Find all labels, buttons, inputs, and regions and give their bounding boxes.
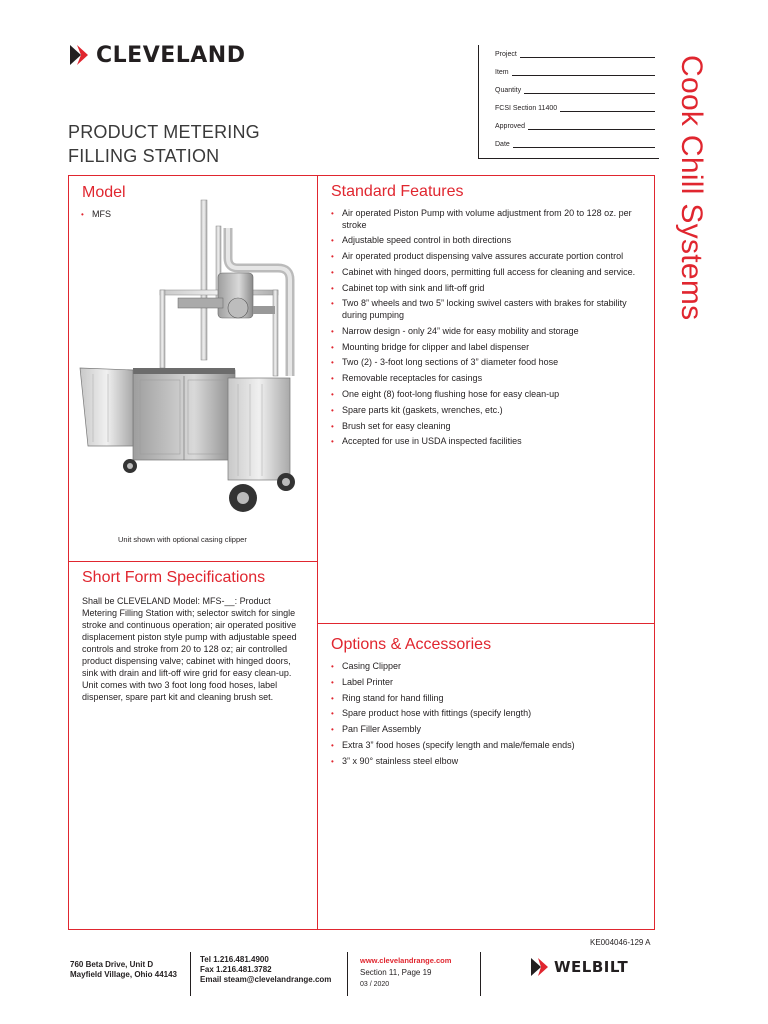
list-item: • Spare parts kit (gaskets, wrenches, etc.): [330, 405, 650, 417]
footer-email-link[interactable]: Email steam@clevelandrange.com: [200, 975, 332, 984]
footer-publication: www.clevelandrange.com Section 11, Page 19 03 / 2020: [360, 956, 452, 988]
footer-contact: Tel 1.216.481.4900 Fax 1.216.481.3782 Email steam@clevelandrange.com: [200, 955, 332, 984]
list-item: • Casing Clipper: [330, 661, 650, 673]
parent-brand: WELBILT: [554, 958, 629, 976]
info-field-quantity[interactable]: Quantity: [495, 86, 655, 94]
list-item: • One eight (8) foot-long flushing hose for easy clean-up: [330, 389, 650, 401]
frame-bottom: [68, 929, 655, 930]
website-link[interactable]: www.clevelandrange.com: [360, 956, 452, 965]
list-item: • MFS: [80, 209, 300, 221]
page-title: PRODUCT METERING FILLING STATION: [68, 122, 260, 166]
short-form-text: Shall be CLEVELAND Model: MFS-__: Product Metering Filling Station with; selector switch for single stroke and continuous operation; air operated positive displacement piston style pump with adjustable speed controls and stroke from 20 to 128 oz; air controlled product dispensing valve; cabinet with hinged doors, sink with drain and lift-off wire grid for easy clean-up. Unit comes with two 3 foot long food hoses, label dispenser, spare part kit and cleaning brush set.: [82, 596, 297, 702]
list-item: • Air operated product dispensing valve assures accurate portion control: [330, 251, 650, 263]
document-code: KE004046-129 A: [590, 938, 651, 947]
model-heading: Model: [82, 184, 126, 201]
product-image: [78, 198, 303, 520]
cleveland-logo: [68, 42, 245, 68]
standard-features-heading: Standard Features: [331, 183, 464, 200]
list-item: • Adjustable speed control in both directions: [330, 235, 650, 247]
info-field-project[interactable]: Project: [495, 50, 655, 58]
list-item: • Pan Filler Assembly: [330, 724, 650, 736]
info-field-approved[interactable]: Approved: [495, 122, 655, 130]
info-field-item[interactable]: Item: [495, 68, 655, 76]
list-item: • Narrow design - only 24” wide for easy mobility and storage: [330, 326, 650, 338]
list-item: • Mounting bridge for clipper and label dispenser: [330, 342, 650, 354]
info-field-date[interactable]: Date: [495, 140, 655, 148]
list-item: • Two (2) - 3-foot long sections of 3” diameter food hose: [330, 357, 650, 369]
vertical-title: Cook Chill Systems: [675, 55, 708, 321]
list-item: • Air operated Piston Pump with volume adjustment from 20 to 128 oz. per stroke: [330, 208, 650, 231]
list-item: • Spare product hose with fittings (specify length): [330, 708, 650, 720]
footer-address: 760 Beta Drive, Unit D Mayfield Village, Ohio 44143: [70, 960, 178, 979]
footer-divider: [480, 952, 481, 996]
frame-top: [68, 175, 655, 176]
frame-left-divider: [68, 561, 318, 562]
welbilt-mark-icon: [530, 956, 550, 978]
welbilt-logo: [530, 956, 628, 978]
footer-divider: [190, 952, 191, 996]
list-item: • Cabinet with hinged doors, permitting full access for cleaning and service.: [330, 267, 650, 279]
list-item: • Brush set for easy cleaning: [330, 421, 650, 433]
frame-center: [317, 175, 318, 930]
options-list: [330, 661, 650, 772]
info-field-fcsi[interactable]: FCSI Section 11400: [495, 104, 655, 112]
short-form-heading: Short Form Specifications: [82, 569, 266, 586]
list-item: • Accepted for use in USDA inspected facilities: [330, 436, 650, 448]
list-item: • Removable receptacles for casings: [330, 373, 650, 385]
list-item: • Label Printer: [330, 677, 650, 689]
image-caption: Unit shown with optional casing clipper: [118, 535, 247, 544]
frame-right: [654, 175, 655, 930]
list-item: • Two 8” wheels and two 5” locking swivel casters with brakes for stability during pumping: [330, 298, 650, 321]
frame-right-divider: [317, 623, 655, 624]
list-item: • Extra 3” food hoses (specify length and male/female ends): [330, 740, 650, 752]
options-heading: Options & Accessories: [331, 636, 492, 653]
standard-features-list: [330, 208, 650, 452]
list-item: • Cabinet top with sink and lift-off grid: [330, 283, 650, 295]
footer-divider: [347, 952, 348, 996]
brand-name: CLEVELAND: [96, 42, 246, 68]
cleveland-mark-icon: [68, 42, 90, 68]
list-item: • 3” x 90° stainless steel elbow: [330, 756, 650, 768]
frame-left: [68, 175, 69, 930]
list-item: • Ring stand for hand filling: [330, 693, 650, 705]
project-info-box: [478, 45, 659, 159]
